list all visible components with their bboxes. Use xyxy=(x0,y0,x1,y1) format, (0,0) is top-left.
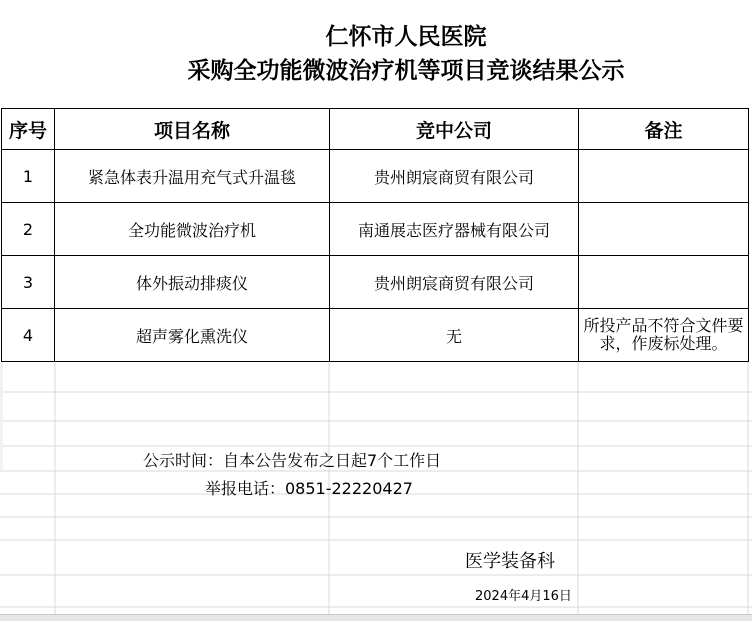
row-company: 无 xyxy=(330,309,579,362)
hospital-name: 仁怀市人民医院 xyxy=(325,23,487,50)
row-company: 贵州朗宸商贸有限公司 xyxy=(330,150,579,203)
header-project: 项目名称 xyxy=(55,109,330,150)
row-index: 4 xyxy=(2,309,55,362)
result-table xyxy=(1,108,749,362)
header-index: 序号 xyxy=(2,109,55,150)
table-row xyxy=(2,309,749,362)
table-row xyxy=(2,256,749,309)
row-company: 南通展志医疗器械有限公司 xyxy=(330,203,579,256)
row-remark xyxy=(579,256,749,309)
row-index: 3 xyxy=(2,256,55,309)
publish-date: 2024年4月16日 xyxy=(475,589,572,604)
row-header-strip xyxy=(0,362,3,470)
header-remark: 备注 xyxy=(579,109,749,150)
row-project: 全功能微波治疗机 xyxy=(55,203,330,256)
row-project: 体外振动排痰仪 xyxy=(55,256,330,309)
row-company: 贵州朗宸商贸有限公司 xyxy=(330,256,579,309)
header-company: 竞中公司 xyxy=(330,109,579,150)
report-phone: 举报电话：0851-22220427 xyxy=(205,479,413,498)
table-row xyxy=(2,150,749,203)
row-remark xyxy=(579,203,749,256)
announcement-title: 采购全功能微波治疗机等项目竞谈结果公示 xyxy=(187,57,625,84)
row-remark: 所投产品不符合文件要求，作废标处理。 xyxy=(579,309,749,362)
table-row xyxy=(2,203,749,256)
notice-period: 公示时间：自本公告发布之日起7个工作日 xyxy=(143,451,442,470)
table-header-row xyxy=(2,109,749,150)
row-index: 1 xyxy=(2,150,55,203)
row-index: 2 xyxy=(2,203,55,256)
row-project: 紧急体表升温用充气式升温毯 xyxy=(55,150,330,203)
row-project: 超声雾化熏洗仪 xyxy=(55,309,330,362)
department-signature: 医学装备科 xyxy=(465,551,555,572)
row-remark xyxy=(579,150,749,203)
